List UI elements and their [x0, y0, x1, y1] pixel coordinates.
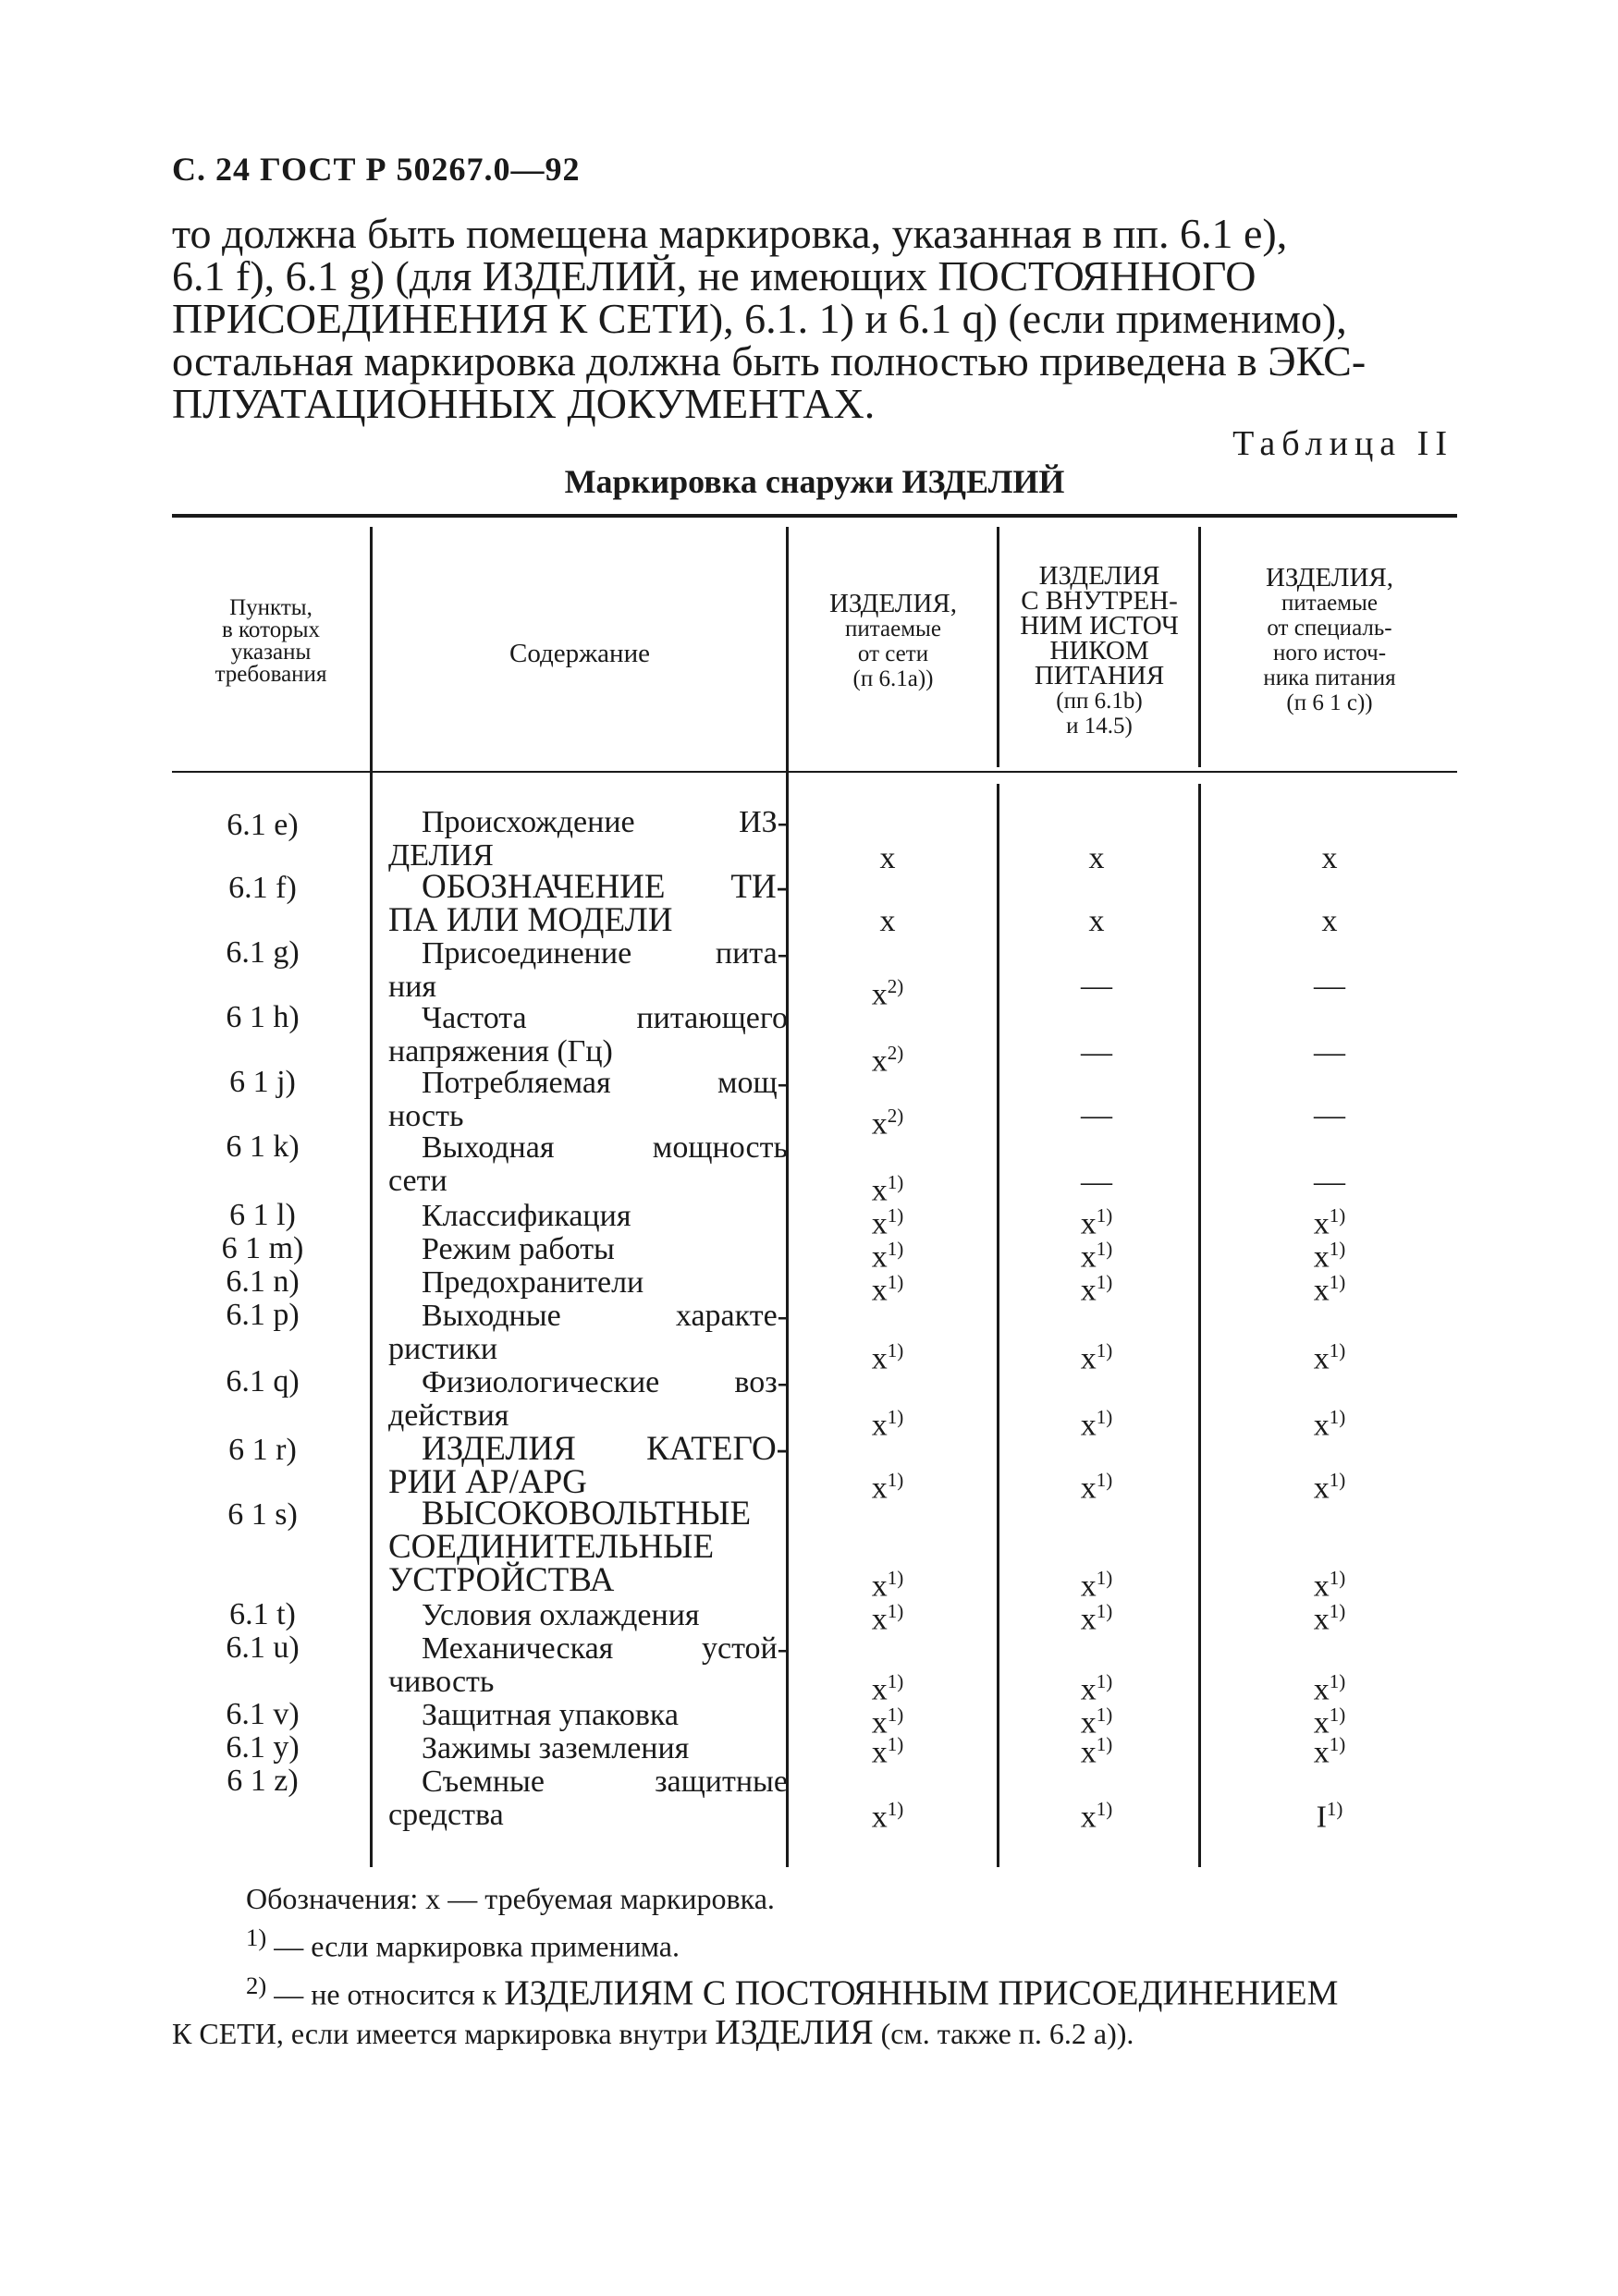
intro-line: ПЛУАТАЦИОННЫХ ДОКУМЕНТАХ.: [172, 380, 876, 427]
mark-mains: $x^{1)}$: [871, 1339, 904, 1376]
mark-internal: x: [1088, 841, 1105, 875]
column-divider: [997, 527, 999, 767]
content-cell: ВЫСОКОВОЛЬТНЫЕ СОЕДИНИТЕЛЬНЫЕ УСТРОЙСТВА: [388, 1495, 752, 1599]
mark-internal: x: [1088, 904, 1105, 938]
mark-internal: $x^{1)}$: [1080, 1406, 1113, 1443]
clause-cell: 6.1 n): [226, 1264, 300, 1299]
mark-internal: $x^{1)}$: [1080, 1567, 1113, 1604]
mark-mains: $x^{1)}$: [871, 1406, 904, 1443]
intro-line: ПРИСОЕДИНЕНИЯ К СЕТИ), 6.1. 1) и 6.1 q) (если применимо),: [172, 295, 1347, 342]
mark-mains: $x^{1)}$: [871, 1271, 904, 1308]
mark-mains: $x^{1)}$: [871, 1733, 904, 1770]
mark-special: $x^{1)}$: [1313, 1204, 1346, 1241]
clause-cell: 6 1 s): [227, 1497, 298, 1532]
content-cell: Механическая устой- чивость: [388, 1631, 788, 1699]
content-cell: Классификация: [422, 1199, 631, 1233]
clause-cell: 6.1 p): [226, 1298, 300, 1332]
mark-special: $x^{1)}$: [1313, 1271, 1346, 1308]
clause-cell: 6 1 j): [229, 1065, 296, 1099]
mark-internal: $x^{1)}$: [1080, 1670, 1113, 1707]
column-header-internal: ИЗДЕЛИЯ С ВНУТРЕН- НИМ ИСТОЧ НИКОМ ПИТАНИЯ (пп 6.1b) и 14.5): [1020, 561, 1179, 739]
mark-internal: $x^{1)}$: [1080, 1798, 1113, 1835]
clause-cell: 6.1 f): [228, 871, 297, 905]
table-notes: [172, 1879, 1476, 2053]
intro-line: 6.1 f), 6.1 g) (для ИЗДЕЛИЙ, не имеющих ПОСТОЯННОГО: [172, 252, 1256, 299]
mark-mains: $x^{2)}$: [871, 1042, 904, 1079]
footnote-1: $^{1)}$ — если маркировка применима.: [246, 1924, 680, 1963]
clause-cell: 6 1 k): [226, 1130, 300, 1164]
content-cell: Зажимы заземления: [422, 1731, 690, 1765]
mark-special: $x^{1)}$: [1313, 1704, 1346, 1740]
mark-special: $x^{1)}$: [1313, 1567, 1346, 1604]
mark-internal: $x^{1)}$: [1080, 1271, 1113, 1308]
mark-mains: $x^{1)}$: [871, 1469, 904, 1506]
footnote-2: $^{2)}$ — не относится к ИЗДЕЛИЯМ С ПОСТОЯННЫМ ПРИСОЕДИНЕНИЕМ: [246, 1971, 1339, 2013]
mark-internal: $x^{1)}$: [1080, 1204, 1113, 1241]
mark-special: —: [1314, 1035, 1345, 1069]
mark-special: —: [1314, 1098, 1345, 1132]
footnote-2-continued: К СЕТИ, если имеется маркировка внутри ИЗДЕЛИЯ (см. также п. 6.2 а)).: [172, 2013, 1134, 2053]
mark-mains: $x^{2)}$: [871, 1105, 904, 1142]
content-cell: Съемные защитные средства: [388, 1765, 788, 1832]
mark-internal: —: [1081, 1035, 1112, 1069]
content-cell: Потребляемая мощ- ность: [388, 1066, 788, 1133]
column-divider: [1198, 527, 1201, 767]
mark-special: $I^{1)}$: [1316, 1798, 1343, 1835]
mark-mains: x: [879, 841, 896, 875]
column-divider: [1198, 784, 1201, 1867]
clause-cell: 6.1 t): [229, 1597, 296, 1631]
content-cell: ОБОЗНАЧЕНИЕ ТИ- ПА ИЛИ МОДЕЛИ: [388, 868, 788, 939]
column-header-content: Содержание: [509, 639, 650, 668]
mark-internal: —: [1081, 1098, 1112, 1132]
mark-internal: —: [1081, 1165, 1112, 1199]
table-number: Таблица II: [1232, 424, 1453, 463]
table-title: Маркировка снаружи ИЗДЕЛИЙ: [564, 463, 1065, 500]
content-cell: Частота питающего напряжения (Гц): [388, 1001, 788, 1069]
clause-cell: 6.1 g): [226, 935, 300, 970]
mark-mains: $x^{1)}$: [871, 1704, 904, 1740]
mark-special: —: [1314, 969, 1345, 1003]
column-header-special: ИЗДЕЛИЯ, питаемые от специаль- ного источ- ника питания (п 6 1 с)): [1263, 563, 1396, 715]
mark-mains: $x^{1)}$: [871, 1171, 904, 1208]
clause-cell: 6.1 y): [226, 1730, 300, 1765]
clause-cell: 6.1 е): [227, 808, 299, 842]
mark-special: $x^{1)}$: [1313, 1733, 1346, 1770]
mark-special: —: [1314, 1165, 1345, 1199]
mark-mains: $x^{1)}$: [871, 1238, 904, 1275]
mark-mains: $x^{2)}$: [871, 975, 904, 1012]
mark-special: $x^{1)}$: [1313, 1600, 1346, 1637]
clause-cell: 6 1 l): [229, 1198, 296, 1232]
mark-special: $x^{1)}$: [1313, 1469, 1346, 1506]
mark-mains: $x^{1)}$: [871, 1600, 904, 1637]
mark-special: x: [1321, 904, 1338, 938]
mark-mains: $x^{1)}$: [871, 1798, 904, 1835]
mark-internal: $x^{1)}$: [1080, 1704, 1113, 1740]
mark-internal: $x^{1)}$: [1080, 1469, 1113, 1506]
page-header: С. 24 ГОСТ Р 50267.0—92: [172, 151, 581, 188]
mark-mains: $x^{1)}$: [871, 1670, 904, 1707]
clause-cell: 6.1 q): [226, 1364, 300, 1398]
mark-mains: x: [879, 904, 896, 938]
intro-line: остальная маркировка должна быть полностью приведена в ЭКС-: [172, 337, 1367, 385]
column-divider: [997, 784, 999, 1867]
mark-special: $x^{1)}$: [1313, 1339, 1346, 1376]
content-cell: Защитная упаковка: [422, 1698, 680, 1732]
content-cell: Присоединение пита- ния: [388, 936, 788, 1004]
clause-cell: 6 1 h): [226, 1000, 300, 1034]
table-header-rule: [172, 771, 1457, 773]
content-cell: Режим работы: [422, 1232, 615, 1266]
clause-cell: 6 1 m): [221, 1231, 304, 1265]
mark-internal: $x^{1)}$: [1080, 1600, 1113, 1637]
column-header-mains: ИЗДЕЛИЯ, питаемые от сети (п 6.1а)): [828, 589, 958, 691]
mark-internal: $x^{1)}$: [1080, 1733, 1113, 1770]
column-header-clauses: Пункты, в которых указаны требования: [215, 595, 327, 687]
mark-internal: $x^{1)}$: [1080, 1339, 1113, 1376]
content-cell: Выходные характе- ристики: [388, 1299, 788, 1366]
mark-mains: $x^{1)}$: [871, 1204, 904, 1241]
content-cell: Выходная мощность сети: [388, 1130, 788, 1198]
clause-cell: 6.1 v): [226, 1697, 300, 1731]
clause-cell: 6 1 z): [227, 1764, 299, 1798]
mark-internal: —: [1081, 969, 1112, 1003]
content-cell: ИЗДЕЛИЯ КАТЕГО- РИИ АР/АРG: [388, 1430, 788, 1501]
content-cell: Предохранители: [422, 1265, 644, 1300]
mark-mains: $x^{1)}$: [871, 1567, 904, 1604]
mark-special: $x^{1)}$: [1313, 1238, 1346, 1275]
legend-note: Обозначения: х — требуемая маркировка.: [246, 1882, 775, 1915]
content-cell: Происхождение ИЗ- ДЕЛИЯ: [388, 805, 788, 873]
content-cell: Физиологические воз- действия: [388, 1365, 788, 1433]
mark-special: $x^{1)}$: [1313, 1406, 1346, 1443]
mark-internal: $x^{1)}$: [1080, 1238, 1113, 1275]
content-cell: Условия охлаждения: [422, 1598, 700, 1632]
clause-cell: 6 1 r): [228, 1433, 297, 1467]
column-divider: [370, 527, 373, 1867]
clause-cell: 6.1 u): [226, 1630, 300, 1665]
intro-paragraph: [172, 210, 1457, 427]
mark-special: $x^{1)}$: [1313, 1670, 1346, 1707]
mark-special: x: [1321, 841, 1338, 875]
intro-line: то должна быть помещена маркировка, указанная в пп. 6.1 е),: [172, 210, 1288, 257]
table-top-rule: [172, 514, 1457, 518]
